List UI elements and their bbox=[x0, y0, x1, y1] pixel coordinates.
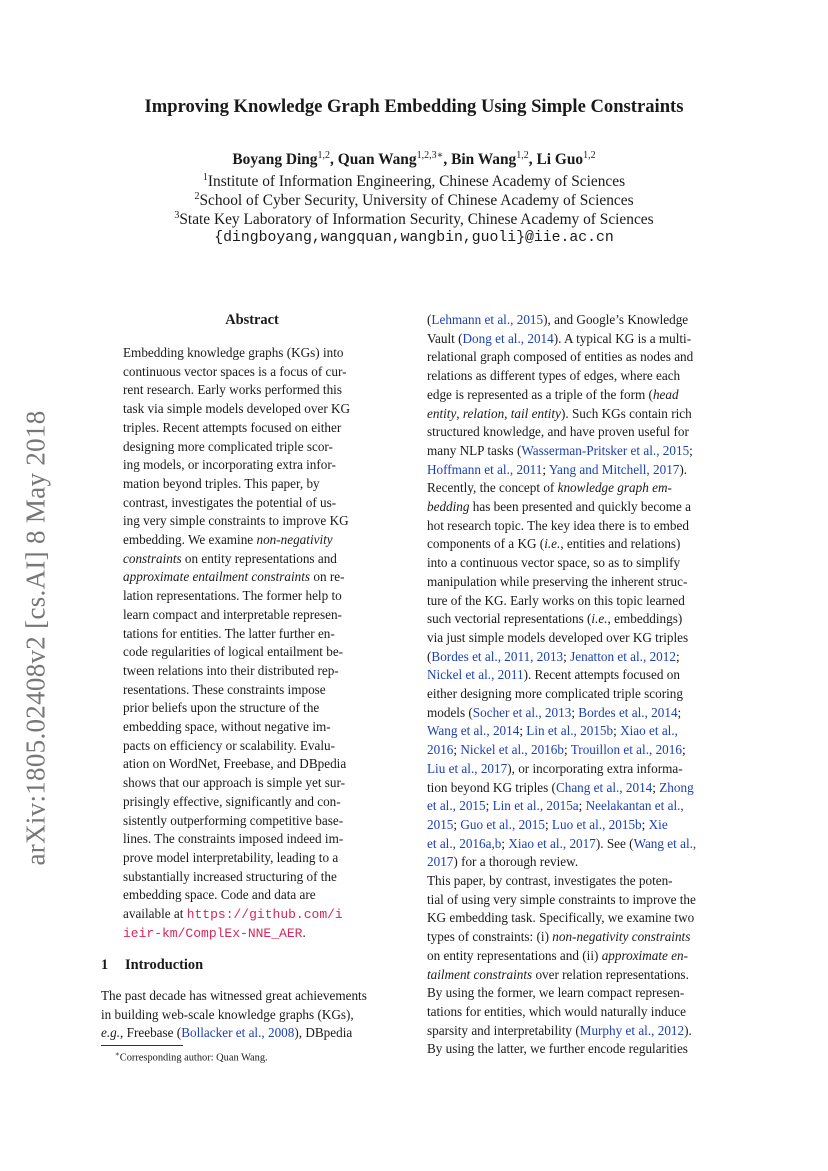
text-line bbox=[123, 700, 381, 715]
line-text: sparsity and interpretability ( bbox=[427, 1022, 580, 1038]
text-line bbox=[101, 988, 404, 1003]
text-line bbox=[427, 536, 731, 551]
text-line bbox=[427, 406, 731, 421]
line-text: has been presented and quickly become a bbox=[469, 499, 692, 514]
author-separator: , bbox=[443, 151, 452, 169]
emphasis-text: knowledge graph em- bbox=[557, 480, 672, 496]
text-line bbox=[101, 1007, 404, 1022]
line-text: resentations. These constraints impose bbox=[123, 681, 326, 697]
footnote-text: Corresponding author: Quan Wang. bbox=[119, 1052, 268, 1064]
affiliation-text: School of Cyber Security, University of Chinese Academy of Sciences bbox=[199, 192, 634, 210]
text-line bbox=[427, 723, 731, 738]
line-text: hot research topic. The key idea there is to embed bbox=[427, 517, 689, 533]
line-text: available at bbox=[123, 906, 187, 921]
text-line bbox=[123, 420, 381, 435]
citation-link[interactable]: Bordes et al., 2014 bbox=[578, 704, 678, 720]
text-line bbox=[427, 630, 731, 645]
text-line bbox=[101, 1025, 404, 1040]
line-text: ; bbox=[453, 816, 461, 832]
section-heading-introduction bbox=[101, 957, 203, 974]
text-line bbox=[123, 831, 381, 846]
citation-link[interactable]: Hoffmann et al., 2011 bbox=[427, 461, 543, 477]
text-line bbox=[123, 906, 381, 922]
line-text: contrast, investigates the potential of us- bbox=[123, 494, 337, 510]
affiliation-marker: 1 bbox=[202, 172, 208, 183]
line-text: structured knowledge, and have proven useful for bbox=[427, 424, 689, 440]
text-line bbox=[123, 719, 381, 734]
text-line bbox=[123, 850, 381, 865]
text-line bbox=[427, 349, 731, 364]
line-text: shows that our approach is simple yet sur- bbox=[123, 775, 346, 791]
text-line bbox=[427, 480, 731, 495]
citation-link[interactable]: Xiao et al., bbox=[620, 723, 678, 739]
line-text: prove model interpretability, leading to a bbox=[123, 849, 339, 865]
text-line bbox=[427, 424, 731, 439]
line-text: pacts on efficiency or scalability. Evalu- bbox=[123, 737, 336, 753]
text-line bbox=[123, 794, 381, 809]
line-text: ing very simple constraints to improve KG bbox=[123, 513, 349, 529]
text-line bbox=[123, 401, 381, 416]
text-line bbox=[427, 817, 731, 832]
line-text: types of constraints: (i) bbox=[427, 929, 553, 945]
arxiv-stamp-text: arXiv:1805.02408v2 [cs.AI] 8 May 2018 bbox=[20, 410, 51, 866]
text-line bbox=[123, 588, 381, 603]
line-text: The past decade has witnessed great achievements bbox=[101, 988, 367, 1003]
line-text: tations for entities, which would naturally induce bbox=[427, 1003, 686, 1019]
citation-link[interactable]: Lin et al., 2015b bbox=[526, 723, 614, 739]
text-line bbox=[123, 887, 381, 902]
text-line bbox=[427, 462, 731, 477]
text-line bbox=[427, 331, 731, 346]
affiliation-marker: 2 bbox=[194, 191, 200, 202]
affiliation-text: Institute of Information Engineering, Chinese Academy of Sciences bbox=[207, 173, 626, 191]
text-line bbox=[427, 780, 731, 795]
line-text: into a continuous vector space, so as to simplify bbox=[427, 555, 681, 571]
text-line bbox=[123, 439, 381, 454]
footnote-rule bbox=[101, 1045, 183, 1046]
citation-link[interactable]: Zhong bbox=[659, 779, 694, 795]
affiliation-marker: 3 bbox=[174, 210, 180, 221]
text-line bbox=[427, 892, 731, 907]
line-text: ( bbox=[427, 312, 432, 327]
text-line bbox=[123, 532, 381, 547]
line-text: tations for entities. The latter further en- bbox=[123, 625, 335, 641]
line-text: lation representations. The former help to bbox=[123, 588, 342, 604]
author-separator: , bbox=[528, 151, 537, 169]
text-line bbox=[123, 738, 381, 753]
emphasis-text: i.e. bbox=[591, 611, 608, 627]
text-line bbox=[427, 387, 731, 402]
author-name: Quan Wang bbox=[337, 151, 417, 169]
citation-link[interactable]: Murphy et al., 2012 bbox=[579, 1022, 685, 1038]
citation-link[interactable]: Yang and Mitchell, 2017 bbox=[548, 461, 680, 477]
citation-link[interactable]: Jenatton et al., 2012 bbox=[570, 648, 676, 664]
text-line bbox=[427, 611, 731, 626]
line-text: ; bbox=[681, 742, 686, 758]
emphasis-text: i.e. bbox=[544, 536, 561, 552]
line-text: ; bbox=[571, 704, 579, 720]
citation-link[interactable]: Trouillon et al., 2016 bbox=[570, 742, 682, 758]
line-text: lines. The constraints imposed indeed im- bbox=[123, 831, 344, 847]
citation-link[interactable]: 2017 bbox=[427, 854, 454, 870]
line-text: ). bbox=[684, 1022, 692, 1038]
line-text: on entity representations and (ii) bbox=[427, 947, 602, 963]
line-text: ( bbox=[427, 648, 432, 664]
citation-link[interactable]: Wang et al., 2014 bbox=[427, 723, 520, 739]
code-url-link[interactable]: https://github.com/i bbox=[186, 907, 343, 922]
section-number: 1 bbox=[101, 957, 109, 973]
text-line bbox=[123, 663, 381, 678]
text-line bbox=[427, 574, 731, 589]
affiliation-text: State Key Laboratory of Information Security, Chinese Academy of Sciences bbox=[179, 211, 654, 229]
line-text: via just simple models developed over KG triples bbox=[427, 629, 689, 645]
citation-link[interactable]: Nickel et al., 2016b bbox=[460, 742, 564, 758]
code-url-link[interactable]: ieir-km/ComplEx-NNE_AER bbox=[123, 925, 303, 941]
line-text: tial of using very simple constraints to improve the bbox=[427, 891, 696, 907]
line-text: relational graph composed of entities as nodes and bbox=[427, 349, 694, 365]
emphasis-text: entity bbox=[427, 405, 457, 421]
text-line bbox=[427, 742, 731, 757]
line-text: tween relations into their distributed rep- bbox=[123, 662, 339, 678]
author-name: Bin Wang bbox=[451, 151, 517, 169]
author-affiliation-marker: 1,2 bbox=[317, 150, 331, 161]
author-email: {dingboyang,wangquan,wangbin,guoli}@iie.ac.cn bbox=[214, 230, 614, 246]
line-text: Vault ( bbox=[427, 330, 463, 346]
citation-link[interactable]: Nickel et al., 2011 bbox=[427, 667, 524, 683]
abstract-heading: Abstract bbox=[225, 312, 279, 328]
line-text: , bbox=[504, 405, 511, 421]
citation-link[interactable]: Guo et al., 2015 bbox=[460, 816, 545, 832]
text-line bbox=[123, 551, 381, 566]
line-text: ture of the KG. Early works on this topic learned bbox=[427, 592, 685, 608]
line-text: embedding. We examine bbox=[123, 532, 257, 547]
footnote-marker: ∗ bbox=[115, 1050, 120, 1058]
line-text: ). Such KGs contain rich bbox=[560, 405, 692, 421]
line-text: , embeddings) bbox=[607, 611, 683, 627]
citation-link[interactable]: Luo et al., 2015b bbox=[551, 816, 642, 832]
arxiv-stamp bbox=[14, 368, 58, 908]
line-text: prisingly effective, significantly and con- bbox=[123, 793, 341, 809]
emphasis-text: head bbox=[652, 386, 679, 402]
text-line bbox=[427, 929, 731, 944]
citation-link[interactable]: Xiao et al., 2017 bbox=[508, 835, 596, 851]
line-text: ), and Google’s Knowledge bbox=[543, 312, 689, 327]
text-line bbox=[427, 985, 731, 1000]
line-text: components of a KG ( bbox=[427, 536, 545, 552]
text-line bbox=[427, 686, 731, 701]
emphasis-text: relation bbox=[462, 405, 505, 421]
line-text: ; bbox=[641, 816, 649, 832]
author-name: Boyang Ding bbox=[232, 151, 318, 169]
line-text: ing models, or incorporating extra infor- bbox=[123, 457, 336, 473]
line-text: By using the latter, we further encode regularities bbox=[427, 1041, 688, 1057]
line-text: ) for a thorough review. bbox=[453, 854, 579, 870]
line-text: ; bbox=[544, 816, 552, 832]
line-text: This paper, by contrast, investigates the poten- bbox=[427, 873, 673, 888]
line-text: ). bbox=[679, 461, 688, 477]
text-line bbox=[427, 555, 731, 570]
line-text: models ( bbox=[427, 704, 473, 720]
author-name: Li Guo bbox=[536, 151, 584, 169]
line-text: designing more complicated triple scor- bbox=[123, 438, 333, 454]
line-text: Embedding knowledge graphs (KGs) into bbox=[123, 345, 344, 360]
citation-link[interactable]: Neelakantan et al., bbox=[585, 798, 684, 814]
citation-link[interactable]: Xie bbox=[648, 816, 668, 832]
text-line bbox=[427, 649, 731, 664]
footnote bbox=[115, 1050, 268, 1063]
line-text: ; bbox=[563, 648, 571, 664]
line-text: ; bbox=[689, 442, 693, 458]
text-line bbox=[427, 705, 731, 720]
emphasis-text: bedding bbox=[427, 499, 470, 514]
author-list bbox=[0, 150, 828, 169]
text-line bbox=[123, 775, 381, 790]
text-line bbox=[427, 1023, 731, 1038]
text-line bbox=[427, 312, 731, 327]
citation-link[interactable]: Liu et al., 2017 bbox=[427, 760, 508, 776]
text-line bbox=[123, 457, 381, 472]
emphasis-text: approximate entailment constraints bbox=[123, 569, 311, 585]
line-text: over relation representations. bbox=[532, 966, 689, 982]
line-text: embedding space. Code and data are bbox=[123, 887, 316, 903]
text-line bbox=[427, 873, 731, 888]
author-affiliation-marker: 1,2 bbox=[583, 150, 596, 161]
text-line bbox=[427, 761, 731, 776]
line-text: , bbox=[456, 405, 463, 421]
line-text: ). See ( bbox=[595, 835, 634, 851]
line-text: ; bbox=[677, 704, 682, 720]
text-line bbox=[427, 1041, 731, 1056]
line-text: ; bbox=[563, 742, 571, 758]
text-line bbox=[123, 382, 381, 397]
line-text: ), DBpedia bbox=[294, 1025, 353, 1041]
affiliation-line bbox=[0, 191, 828, 210]
citation-link[interactable]: Socher et al., 2013 bbox=[472, 704, 572, 720]
line-text: , Freebase ( bbox=[120, 1025, 182, 1041]
affiliation-line bbox=[0, 172, 828, 191]
line-text: either designing more complicated triple scoring bbox=[427, 686, 683, 701]
text-line bbox=[123, 364, 381, 379]
paper-title: Improving Knowledge Graph Embedding Using Simple Constraints bbox=[144, 96, 684, 117]
line-text: ). Recent attempts focused on bbox=[523, 667, 680, 683]
line-text: many NLP tasks ( bbox=[427, 442, 522, 458]
citation-link[interactable]: Chang et al., 2014 bbox=[555, 779, 653, 795]
citation-link[interactable]: 2015 bbox=[427, 816, 454, 832]
line-text: ; bbox=[519, 723, 527, 739]
line-text: on re- bbox=[310, 569, 345, 585]
citation-link[interactable]: Lin et al., 2015a bbox=[492, 798, 579, 814]
line-text: ; bbox=[675, 648, 680, 664]
line-text: sistently outperforming competitive base- bbox=[123, 812, 344, 828]
emphasis-text: approximate en- bbox=[601, 947, 688, 963]
citation-link[interactable]: Bordes et al., 2011, 2013 bbox=[431, 648, 564, 664]
line-text: ; bbox=[542, 461, 549, 477]
line-text: on entity representations and bbox=[181, 550, 337, 566]
line-text: ; bbox=[578, 798, 586, 814]
line-text: code regularities of logical entailment be- bbox=[123, 644, 344, 660]
line-text: ; bbox=[652, 779, 660, 795]
citation-link[interactable]: Wasserman-Pritsker et al., 2015 bbox=[521, 442, 690, 458]
citation-link[interactable]: Wang et al., bbox=[633, 835, 697, 851]
line-text: Recently, the concept of bbox=[427, 480, 558, 496]
citation-link[interactable]: et al., 2016a,b bbox=[427, 835, 502, 851]
line-text: ), or incorporating extra informa- bbox=[507, 760, 683, 776]
author-separator: , bbox=[330, 151, 338, 169]
text-line bbox=[123, 756, 381, 771]
emphasis-text: non-negativity constraints bbox=[552, 929, 691, 945]
line-text: substantially increased structuring of the bbox=[123, 868, 337, 884]
text-line bbox=[123, 476, 381, 491]
text-line bbox=[123, 495, 381, 510]
emphasis-text: constraints bbox=[123, 550, 182, 566]
author-affiliation-marker: 1,2,3∗ bbox=[416, 150, 444, 161]
text-line bbox=[427, 948, 731, 963]
text-line bbox=[123, 925, 381, 941]
line-text: , entities and relations) bbox=[560, 536, 681, 552]
line-text: task via simple models developed over KG bbox=[123, 401, 351, 417]
line-text: in building web-scale knowledge graphs (KGs), bbox=[101, 1006, 354, 1022]
line-text: prior beliefs upon the structure of the bbox=[123, 700, 320, 716]
line-text: learn compact and interpretable represen- bbox=[123, 606, 342, 622]
citation-link[interactable]: Dong et al., 2014 bbox=[462, 330, 554, 346]
text-line bbox=[427, 593, 731, 608]
citation-link[interactable]: Bollacker et al., 2008 bbox=[181, 1025, 295, 1041]
emphasis-text: tailment constraints bbox=[427, 966, 533, 982]
citation-link[interactable]: Lehmann et al., 2015 bbox=[431, 312, 544, 327]
line-text: By using the former, we learn compact represen- bbox=[427, 985, 685, 1001]
text-line bbox=[427, 836, 731, 851]
line-text: tion beyond KG triples ( bbox=[427, 779, 556, 795]
text-line bbox=[427, 518, 731, 533]
affiliation-line bbox=[0, 210, 828, 229]
line-text: KG embedding task. Specifically, we examine two bbox=[427, 910, 695, 926]
line-text: triples. Recent attempts focused on either bbox=[123, 419, 342, 435]
text-line bbox=[427, 854, 731, 869]
emphasis-text: non-negativity bbox=[256, 532, 333, 547]
line-text: such vectorial representations ( bbox=[427, 611, 592, 627]
line-text: ; bbox=[453, 742, 461, 758]
line-text: rent research. Early works performed this bbox=[123, 382, 342, 398]
text-line bbox=[123, 626, 381, 641]
text-line bbox=[123, 869, 381, 884]
line-text: ; bbox=[613, 723, 621, 739]
text-line bbox=[123, 569, 381, 584]
line-text: edge is represented as a triple of the form ( bbox=[427, 386, 653, 402]
line-text: manipulation while preserving the inherent struc- bbox=[427, 573, 688, 589]
citation-link[interactable]: et al., 2015 bbox=[427, 798, 486, 814]
text-line bbox=[427, 443, 731, 458]
text-line bbox=[123, 345, 381, 360]
text-line bbox=[427, 798, 731, 813]
line-text: mation beyond triples. This paper, by bbox=[123, 475, 320, 491]
section-title: Introduction bbox=[125, 957, 204, 973]
text-line bbox=[427, 910, 731, 925]
text-line bbox=[427, 499, 731, 514]
text-line bbox=[427, 667, 731, 682]
text-line bbox=[427, 967, 731, 982]
text-line bbox=[123, 644, 381, 659]
emphasis-text: e.g. bbox=[101, 1025, 121, 1041]
text-line bbox=[427, 368, 731, 383]
emphasis-text: tail entity bbox=[510, 405, 561, 421]
text-line bbox=[123, 513, 381, 528]
line-text: ; bbox=[501, 835, 509, 851]
citation-link[interactable]: 2016 bbox=[427, 742, 454, 758]
line-text: . bbox=[302, 924, 306, 940]
text-line bbox=[427, 1004, 731, 1019]
line-text: ). A typical KG is a multi- bbox=[553, 330, 692, 346]
text-line bbox=[123, 813, 381, 828]
author-affiliation-marker: 1,2 bbox=[516, 150, 529, 161]
line-text: embedding space, without negative im- bbox=[123, 719, 331, 734]
text-line bbox=[123, 682, 381, 697]
line-text: relations as different types of edges, where each bbox=[427, 368, 681, 384]
text-line bbox=[123, 607, 381, 622]
line-text: ation on WordNet, Freebase, and DBpedia bbox=[123, 756, 347, 772]
line-text: continuous vector spaces is a focus of cur- bbox=[123, 363, 347, 379]
line-text: ; bbox=[485, 798, 493, 814]
